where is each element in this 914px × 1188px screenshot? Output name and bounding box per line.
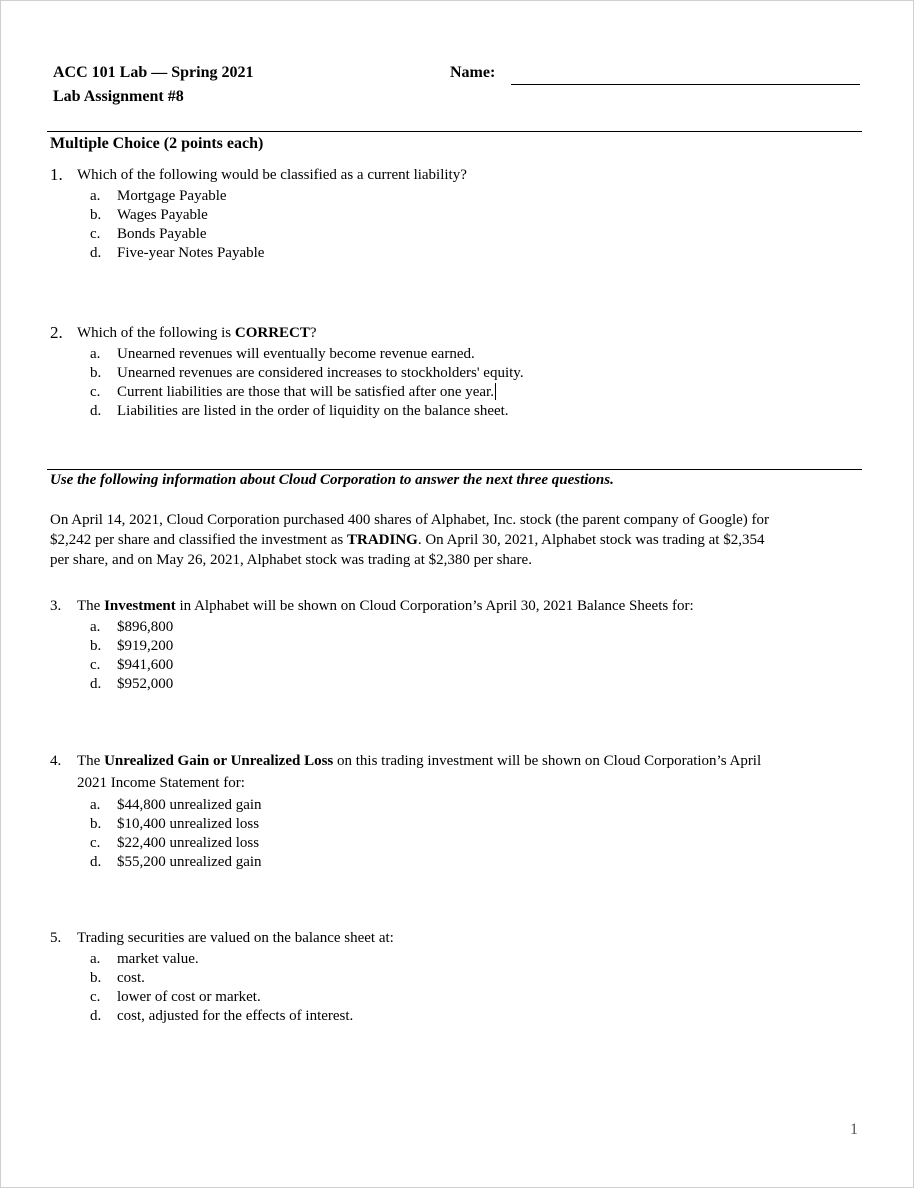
answer-option-c[interactable]: c. $22,400 unrealized loss (90, 835, 260, 851)
scenario-paragraph: On April 14, 2021, Cloud Corporation purchased 400 shares of Alphabet, Inc. stock (the parent company of Google) for $2,242 per share and classified the investment as TRADING. On April 30, 2021, Alphabet stock was trading at $2,354 per share, and on May 26, 2021, Alphabet stock was trading at $2,380 per share. (50, 512, 770, 568)
question-stem: Which of the following would be classified as a current liability? (77, 167, 467, 183)
answer-option-d[interactable]: d. Five-year Notes Payable (90, 245, 265, 261)
answer-option-d[interactable]: d. Liabilities are listed in the order of liquidity on the balance sheet. (90, 403, 509, 419)
answer-option-b[interactable]: b. $10,400 unrealized loss (90, 816, 260, 832)
question-stem: Trading securities are valued on the balance sheet at: (77, 930, 394, 946)
question-3 (50, 596, 850, 694)
answer-options (90, 618, 850, 694)
answer-options (90, 796, 850, 872)
answer-option-d[interactable]: d. $952,000 (90, 676, 174, 692)
question-stem: The Investment in Alphabet will be shown on Cloud Corporation’s April 30, 2021 Balance Sheets for: (77, 598, 694, 614)
answer-options (90, 345, 850, 421)
answer-option-a[interactable]: a. $896,800 (90, 619, 174, 635)
answer-option-a[interactable]: a. Unearned revenues will eventually become revenue earned. (90, 346, 475, 362)
name-field-line[interactable] (511, 84, 860, 85)
question-stem-cont: 2021 Income Statement for: (77, 775, 245, 791)
question-stem: The Unrealized Gain or Unrealized Loss on this trading investment will be shown on Cloud Corporation’s April (77, 753, 762, 769)
question-number: 2. (50, 323, 63, 342)
answer-option-b[interactable]: b. Wages Payable (90, 207, 208, 223)
answer-options (90, 950, 850, 1026)
question-stem: Which of the following is CORRECT? (77, 325, 317, 341)
answer-option-a[interactable]: a. Mortgage Payable (90, 188, 227, 204)
answer-options (90, 187, 850, 263)
answer-option-d[interactable]: d. cost, adjusted for the effects of interest. (90, 1008, 354, 1024)
answer-option-c[interactable]: c. lower of cost or market. (90, 989, 261, 1005)
question-2 (50, 323, 850, 421)
answer-option-c[interactable]: c. Current liabilities are those that will be satisfied after one year. (90, 383, 850, 402)
question-4 (50, 750, 850, 872)
question-1 (50, 165, 850, 263)
question-number: 4. (50, 753, 62, 769)
answer-option-a[interactable]: a. $44,800 unrealized gain (90, 797, 262, 813)
text-cursor (495, 383, 497, 400)
section-divider (47, 469, 862, 470)
answer-option-d[interactable]: d. $55,200 unrealized gain (90, 854, 262, 870)
answer-option-b[interactable]: b. cost. (90, 970, 145, 986)
course-title: ACC 101 Lab — Spring 2021 (53, 64, 254, 81)
info-instruction: Use the following information about Cloud Corporation to answer the next three questions. (50, 472, 614, 488)
answer-option-a[interactable]: a. market value. (90, 951, 199, 967)
question-number: 3. (50, 598, 62, 614)
section-title: Multiple Choice (2 points each) (50, 135, 264, 152)
page-number: 1 (850, 1121, 858, 1138)
question-5 (50, 928, 850, 1026)
answer-option-b[interactable]: b. $919,200 (90, 638, 174, 654)
question-number: 1. (50, 165, 63, 184)
answer-option-c[interactable]: c. $941,600 (90, 657, 174, 673)
assignment-title: Lab Assignment #8 (53, 88, 184, 105)
question-number: 5. (50, 930, 62, 946)
name-label: Name: (450, 64, 496, 81)
answer-option-b[interactable]: b. Unearned revenues are considered increases to stockholders' equity. (90, 365, 524, 381)
section-divider (47, 131, 862, 132)
answer-option-c[interactable]: c. Bonds Payable (90, 226, 207, 242)
